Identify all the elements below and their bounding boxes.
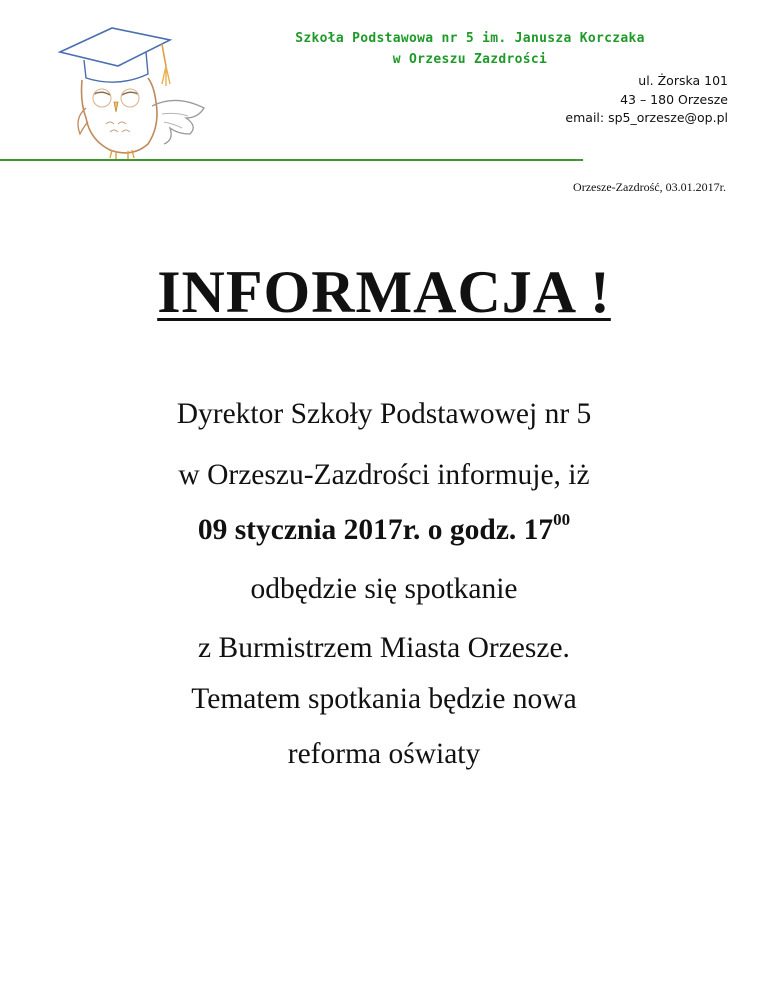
address-postal: 43 – 180 Orzesze — [620, 92, 728, 107]
announcement-line-6: Tematem spotkania będzie nowa — [191, 683, 577, 715]
school-name-line1: Szkoła Podstawowa nr 5 im. Janusza Korczaka — [295, 31, 645, 46]
document-date: Orzesze-Zazdrość, 03.01.2017r. — [573, 180, 726, 194]
announcement-line-2: w Orzeszu-Zazdrości informuje, iż — [178, 459, 590, 491]
meeting-date-text: 09 stycznia 2017r. o godz. 17 — [197, 514, 554, 546]
page-title: INFORMACJA ! — [157, 259, 611, 325]
address-email: email: sp5_orzesze@op.pl — [565, 110, 728, 125]
school-name-line2: w Orzeszu Zazdrości — [392, 52, 548, 67]
meeting-time-minutes: 00 — [553, 510, 571, 529]
announcement-line-7: reforma oświaty — [287, 738, 481, 770]
announcement-date-time — [0, 510, 768, 547]
announcement-line-5: z Burmistrzem Miasta Orzesze. — [198, 632, 570, 664]
announcement-line-4: odbędzie się spotkanie — [250, 573, 518, 605]
address-street: ul. Żorska 101 — [638, 73, 728, 88]
header-divider — [0, 159, 583, 161]
announcement-line-1: Dyrektor Szkoły Podstawowej nr 5 — [176, 398, 592, 430]
